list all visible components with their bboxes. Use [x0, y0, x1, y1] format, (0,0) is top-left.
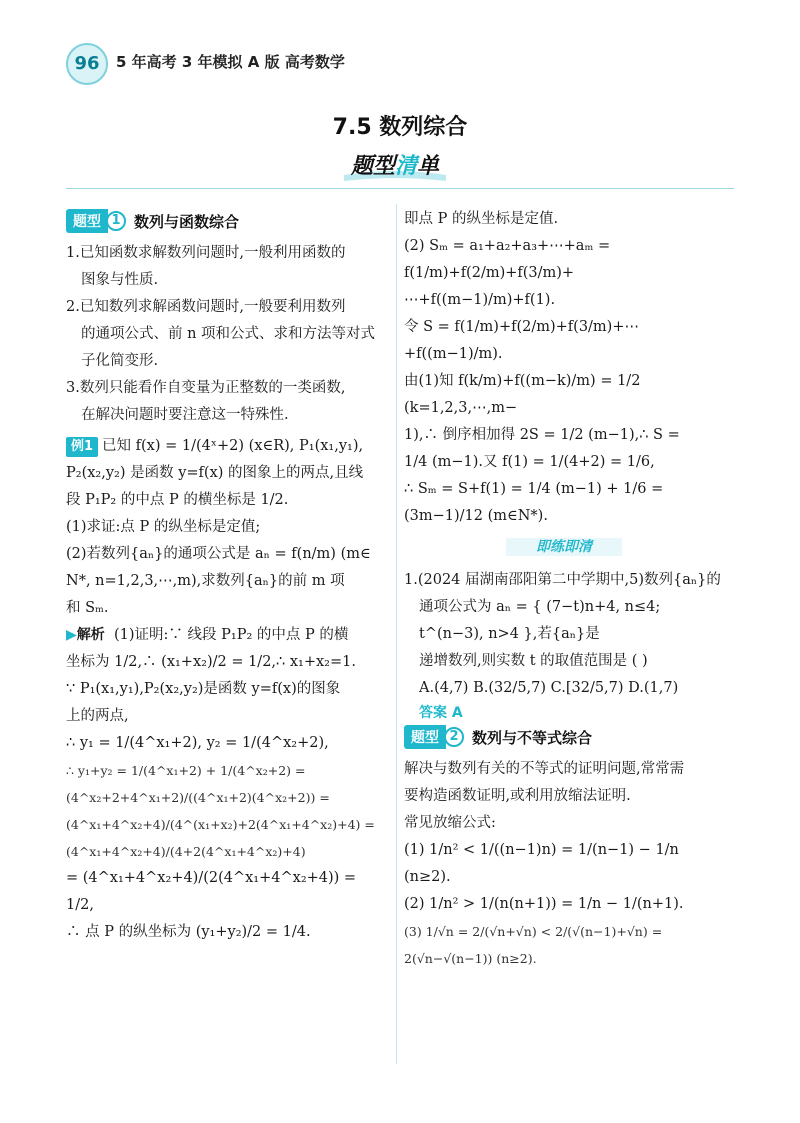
column-divider — [396, 204, 397, 1064]
question-line: 通项公式为 aₙ = { (7−t)n+4, n≤4; t^(n−3), n>4 },若{aₙ}是 — [419, 599, 661, 642]
example-line: N*, n=1,2,3,⋯,m),求数列{aₙ}的前 m 项 — [66, 573, 345, 589]
solution-label: 解析 — [76, 627, 105, 643]
solution-line: 令 S = f(1/m)+f(2/m)+f(3/m)+⋯+f((m−1)/m). — [404, 319, 639, 362]
solution-line: 1),∴ 倒序相加得 2S = 1/2 (m−1),∴ S = — [404, 427, 680, 443]
solution-line: (4^x₁+4^x₂+4)/(4^(x₁+x₂)+2(4^x₁+4^x₂)+4) = (4^x₁+4^x₂+4)/(4+2(4^x₁+4^x₂)+4) — [66, 817, 375, 859]
question-line: A.(4,7) B.(32/5,7) C.[32/5,7) D.(1,7) — [419, 680, 679, 696]
question-line: 1.(2024 届湖南邵阳第二中学期中,5)数列{aₙ}的 — [404, 572, 721, 588]
point-line: 的通项公式、前 n 项和公式、求和方法等对式 — [81, 326, 376, 342]
point-line: 子化简变形. — [81, 353, 159, 369]
solution-line: 由(1)知 f(k/m)+f((m−k)/m) = 1/2 (k=1,2,3,⋯,m− — [404, 373, 641, 416]
topic-2-line: 要构造函数证明,或利用放缩法证明. — [404, 788, 631, 804]
point-line: 图象与性质. — [81, 272, 159, 288]
solution-line: ∵ P₁(x₁,y₁),P₂(x₂,y₂)是函数 y=f(x)的图象 — [66, 681, 341, 697]
formula-line: (2) 1/n² > 1/(n(n+1)) = 1/n − 1/(n+1). — [404, 896, 684, 912]
solution-line: ∴ y₁+y₂ = 1/(4^x₁+2) + 1/(4^x₂+2) = (4^x₂+2+4^x₁+2)/((4^x₁+2)(4^x₂+2)) = — [66, 763, 330, 805]
example-line: 段 P₁P₂ 的中点 P 的横坐标是 1/2. — [66, 492, 289, 508]
practice-header: 即练即清 — [404, 534, 724, 561]
solution-line: ▶解析 (1)证明:∵ 线段 P₁P₂ 的中点 P 的横 — [66, 627, 349, 643]
header-divider — [66, 188, 734, 189]
solution-line: 坐标为 1/2,∴ (x₁+x₂)/2 = 1/2,∴ x₁+x₂=1. — [66, 654, 356, 670]
formula-line: (3) 1/√n = 2/(√n+√n) < 2/(√(n−1)+√n) = 2(√n−√(n−1)) (n≥2). — [404, 924, 663, 966]
page-number: 96 — [66, 43, 108, 85]
banner-title: 题型清单 — [350, 154, 440, 179]
topic-number: 1 — [106, 211, 126, 231]
solution-line: ∴ 点 P 的纵坐标为 (y₁+y₂)/2 = 1/4. — [66, 924, 311, 940]
topic-1-header — [66, 206, 386, 236]
formula-line: (1) 1/n² < 1/((n−1)n) = 1/(n−1) − 1/n (n≥2). — [404, 842, 679, 885]
topic-2-line: 解决与数列有关的不等式的证明问题,常常需 — [404, 761, 685, 777]
topic-2-header — [404, 722, 724, 752]
point-line: 2.已知数列求解函数问题时,一般要利用数列 — [66, 299, 346, 315]
answer: 答案 A — [419, 705, 463, 721]
topic-number: 2 — [444, 727, 464, 747]
point-line: 在解决问题时要注意这一特殊性. — [81, 407, 289, 423]
example-line: 和 Sₘ. — [66, 600, 109, 616]
topic-title: 数列与函数综合 — [134, 212, 240, 231]
section-title: 7.5 数列综合 — [332, 115, 468, 140]
point-line: 3.数列只能看作自变量为正整数的一类函数, — [66, 380, 346, 396]
right-column — [404, 206, 724, 972]
solution-line: 上的两点, — [66, 708, 129, 724]
example-badge: 例1 — [66, 437, 98, 457]
solution-line: 1/4 (m−1).又 f(1) = 1/(4+2) = 1/6, — [404, 454, 655, 470]
point-line: 1.已知函数求解数列问题时,一般利用函数的 — [66, 245, 346, 261]
topic-label: 题型 — [66, 209, 108, 233]
example-line: (2)若数列{aₙ}的通项公式是 aₙ = f(n/m) (m∈ — [66, 546, 371, 562]
solution-line: (2) Sₘ = a₁+a₂+a₃+⋯+aₘ = f(1/m)+f(2/m)+f(3/m)+ — [404, 238, 611, 281]
left-column — [66, 206, 386, 946]
example-line: 例1 已知 f(x) = 1/(4ˣ+2) (x∈R), P₁(x₁,y₁), — [66, 433, 386, 460]
topic-title: 数列与不等式综合 — [472, 728, 593, 747]
solution-line: = (4^x₁+4^x₂+4)/(2(4^x₁+4^x₂+4)) = 1/2, — [66, 870, 357, 913]
solution-line: ⋯+f((m−1)/m)+f(1). — [404, 292, 556, 308]
question-line: 递增数列,则实数 t 的取值范围是 ( ) — [419, 653, 648, 669]
example-line: (1)求证:点 P 的纵坐标是定值; — [66, 519, 261, 535]
solution-line: ∴ y₁ = 1/(4^x₁+2), y₂ = 1/(4^x₂+2), — [66, 735, 329, 751]
topic-label: 题型 — [404, 725, 446, 749]
solution-line: 即点 P 的纵坐标是定值. — [404, 211, 559, 227]
topic-2-line: 常见放缩公式: — [404, 815, 496, 831]
solution-line: ∴ Sₘ = S+f(1) = 1/4 (m−1) + 1/6 = (3m−1)/12 (m∈N*). — [404, 481, 664, 524]
example-line: P₂(x₂,y₂) 是函数 y=f(x) 的图象上的两点,且线 — [66, 465, 364, 481]
book-title: 5 年高考 3 年模拟 A 版 高考数学 — [116, 53, 345, 71]
